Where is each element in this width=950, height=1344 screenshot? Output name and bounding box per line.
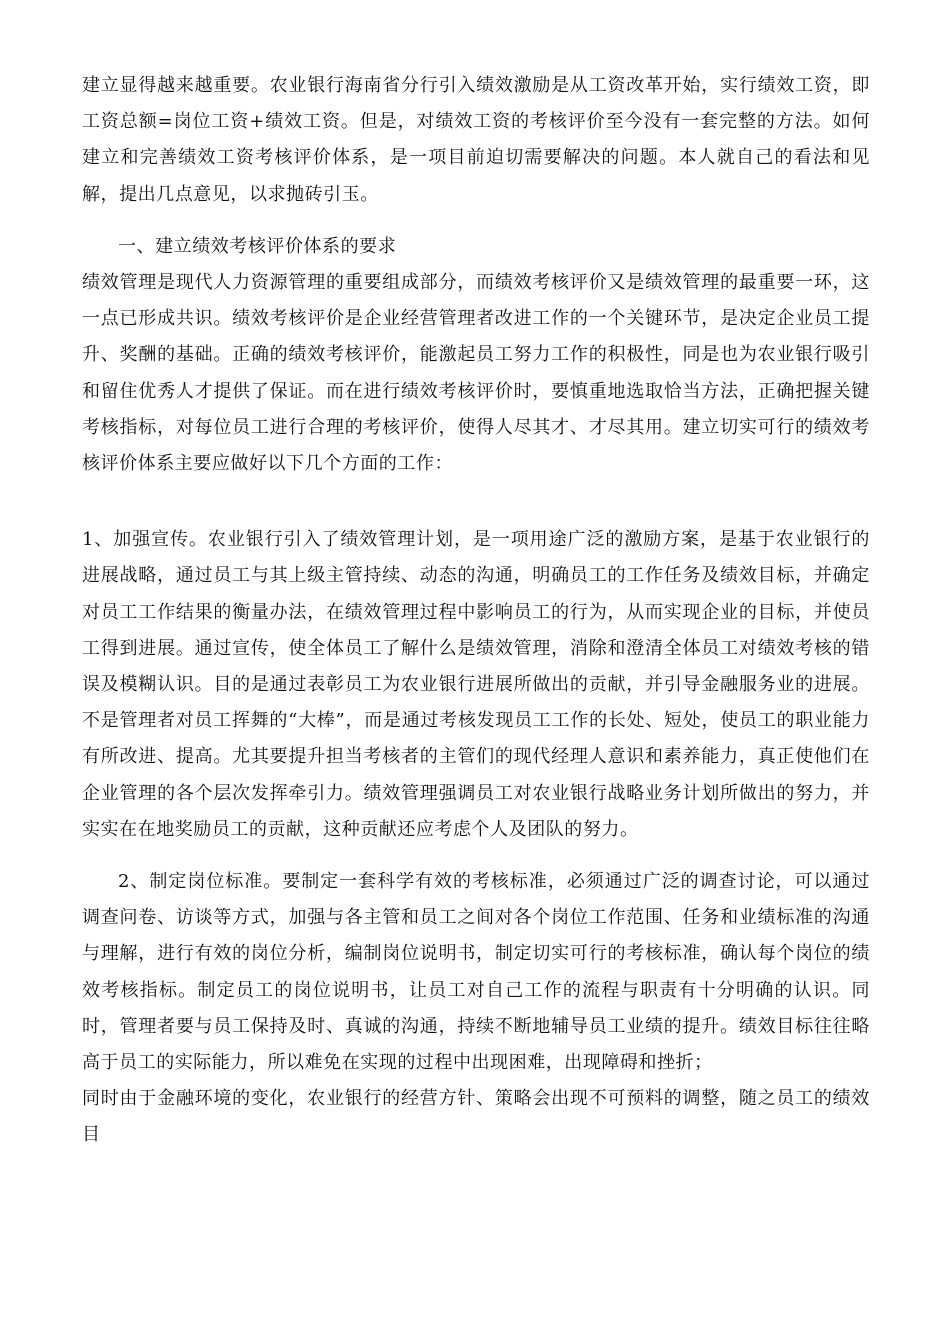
paragraph-point-1: 1、加强宣传。农业银行引入了绩效管理计划，是一项用途广泛的激励方案，是基于农业银行的进展战略，通过员工与其上级主管持续、动态的沟通，明确员工的工作任务及绩效目标，并确定对员工工作结果的衡量办法，在绩效管理过程中影响员工的行为，从而实现企业的目标，并使员工得到进展。通过宣传，使全体员工了解什么是绩效管理，消除和澄清全体员工对绩效考核的错误及模糊认识。目的是通过表彰员工为农业银行进展所做出的贡献，并引导金融服务业的进展。不是管理者对员工挥舞的“大棒”，而是通过考核发现员工工作的长处、短处，使员工的职业能力有所改进、提高。尤其要提升担当考核者的主管们的现代经理人意识和素养能力，真正使他们在企业管理的各个层次发挥牵引力。绩效管理强调员工对农业银行战略业务计划所做出的努力，并实实在在地奖励员工的贡献，这种贡献还应考虑个人及团队的努力。	[82, 529, 870, 840]
paragraph-continuation: 同时由于金融环境的变化，农业银行的经营方针、策略会出现不可预料的调整，随之员工的绩效目	[82, 1088, 870, 1146]
paragraph-intro: 建立显得越来越重要。农业银行海南省分行引入绩效激励是从工资改革开始，实行绩效工资，即工资总额=岗位工资+绩效工资。但是，对绩效工资的考核评价至今没有一套完整的方法。如何建立和完善绩效工资考核评价体系，是一项目前迫切需要解决的问题。本人就自己的看法和见解，提出几点意见，以求抛砖引玉。	[82, 75, 870, 205]
section-heading-1: 一、建立绩效考核评价体系的要求	[118, 235, 397, 257]
paragraph-point-2: 2、制定岗位标准。要制定一套科学有效的考核标准，必须通过广泛的调查讨论，可以通过调查问卷、访谈等方式，加强与各主管和员工之间对各个岗位工作范围、任务和业绩标准的沟通与理解，进行有效的岗位分析，编制岗位说明书，制定切实可行的考核标准，确认每个岗位的绩效考核指标。制定员工的岗位说明书，让员工对自己工作的流程与职责有十分明确的认识。同时，管理者要与员工保持及时、真诚的沟通，持续不断地辅导员工业绩的提升。绩效目标往往略高于员工的实际能力，所以难免在实现的过程中出现困难，出现障碍和挫折；	[82, 871, 870, 1074]
document-body	[82, 68, 870, 1154]
paragraph-requirements: 绩效管理是现代人力资源管理的重要组成部分，而绩效考核评价又是绩效管理的最重要一环，这一点已形成共识。绩效考核评价是企业经营管理者改进工作的一个关键环节，是决定企业员工提升、奖酬的基础。正确的绩效考核评价，能激起员工努力工作的积极性，同是也为农业银行吸引和留住优秀人才提供了保证。而在进行绩效考核评价时，要慎重地选取恰当方法，正确把握关键考核指标，对每位员工进行合理的考核评价，使得人尽其才、才尽其用。建立切实可行的绩效考核评价体系主要应做好以下几个方面的工作：	[82, 272, 870, 475]
